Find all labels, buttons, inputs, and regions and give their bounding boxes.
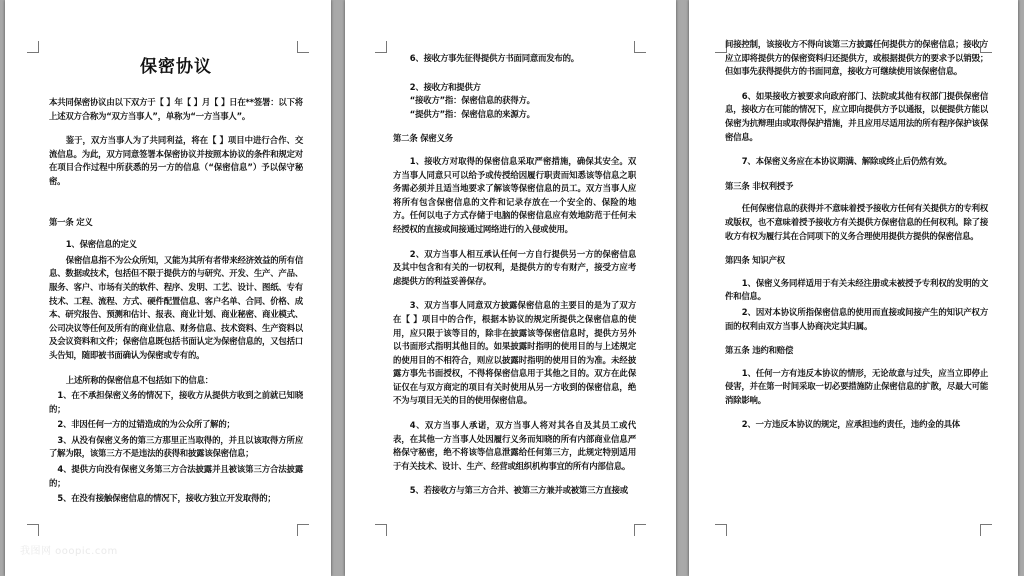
paragraph: 1、任何一方有违反本协议的情形，无论故意与过失，应当立即停止侵害，并在第一时间采取一切必要措施防止保密信息的扩散，尽最大可能消除影响。 <box>725 367 988 405</box>
paragraph: 2、因对本协议所指保密信息的使用而直接或间接产生的知识产权方面的权利由双方当事人协商决定其归属。 <box>725 306 988 331</box>
document-page-1 <box>5 0 331 576</box>
list-item: 2、非因任何一方的过错造成的为公众所了解的； <box>57 419 235 430</box>
list-item: 1、在不承担保密义务的情况下，接收方从提供方收到之前就已知晓的； <box>49 390 303 414</box>
section-heading: 第五条 违约和赔偿 <box>725 345 794 356</box>
list-item: 4、提供方向没有保密义务第三方合法披露并且被该第三方合法披露的； <box>49 464 303 488</box>
list-item: “提供方”指：保密信息的来源方。 <box>409 108 535 119</box>
paragraph: 3、双方当事人同意双方披露保密信息的主要目的是为了双方在【 】项目中的合作，根据本协议的规定所提供之保密信息的使用，应只限于该等目的，除非在披露该等保密信息时，提供方另外以书面形式指明其他目的。如果披露时指明的使用目的与上述规定的使用目的不相符合，则应以披露时指明的使用目的为准。未经披露方事先书面授权，不得将保密信息用于其他之目的。双方在此保证仅在与双方商定的项目有关时使用从另一方收到的保密信息，绝不为与项目无关的目的使用保密信息。 <box>393 300 636 406</box>
document-page-3 <box>689 0 1018 576</box>
document-title: 保密协议 <box>140 57 212 77</box>
list-item: “接收方”指：保密信息的获得方。 <box>409 95 535 106</box>
section-heading: 第四条 知识产权 <box>725 255 785 266</box>
paragraph: 1、保密信息的定义 <box>65 239 137 250</box>
document-page-2 <box>345 0 676 576</box>
paragraph: 6、如果接收方被要求向政府部门、法院或其他有权部门提供保密信息，接收方在可能的情况下，应立即向提供方予以通报，以便提供方能以保密为抗辩理由或取得保护措施，并且应用尽适用法的所有程序保护该保密信息。 <box>725 90 988 142</box>
paragraph: 1、保密义务同样适用于有关未经注册或未被授予专利权的发明的文件和信息。 <box>725 277 988 302</box>
paragraph: 4、双方当事人承诺，双方当事人将对其各自及其员工或代表，在其他一方当事人处因履行义务而知晓的所有内部商业信息严格保守秘密，绝不将该等信息泄露给任何第三方，此规定特别适用于有关技术、设计、生产、经营或组织机构事宜的所有内部信息。 <box>393 420 636 471</box>
paragraph: 间接控制，该接收方不得向该第三方披露任何提供方的保密信息；接收方应立即将提供方的保密资料归还提供方，或根据提供方的要求予以销毁；但如事先获得提供方的书面同意，接收方可继续使用该保密信息。 <box>725 39 988 77</box>
margin-corner-mark <box>27 524 39 536</box>
paragraph: 任何保密信息的获得并不意味着授予接收方任何有关提供方的专利权或版权，也不意味着授予接收方有关提供方保密信息的任何权利。除了接收方有权为履行其在合同项下的义务合理使用提供方提供的保密信息。 <box>725 203 988 241</box>
margin-corner-mark <box>715 524 727 536</box>
paragraph: 本共同保密协议由以下双方于【 】年【 】月【 】日在**签署：以下将上述双方合称为“双方当事人”，单称为“一方当事人”。 <box>49 97 303 121</box>
paragraph: 2、一方违反本协议的规定，应承担违约责任，违约金的具体 <box>741 419 960 430</box>
margin-corner-mark <box>375 524 387 536</box>
list-item: 5、在没有接触保密信息的情况下，接收方独立开发取得的； <box>57 493 276 504</box>
paragraph: 5、若接收方与第三方合并、被第三方兼并或被第三方直接或 <box>409 485 628 496</box>
margin-corner-mark <box>27 41 39 53</box>
margin-corner-mark <box>375 41 387 53</box>
margin-corner-mark <box>980 524 992 536</box>
paragraph: 2、双方当事人相互承认任何一方自行提供另一方的保密信息及其中包含和有关的一切权利，是提供方的专有财产，接受方应考虑提供方的利益妥善保存。 <box>393 248 636 286</box>
section-heading: 第二条 保密义务 <box>393 133 453 144</box>
margin-corner-mark <box>297 524 309 536</box>
paragraph: 上述所称的保密信息不包括如下的信息： <box>65 374 213 385</box>
watermark: 我图网 ooopic.com <box>20 546 118 557</box>
paragraph: 鉴于，双方当事人为了共同利益，将在【 】项目中进行合作、交流信息。为此，双方同意签署本保密协议并按照本协议的条件和规定对在项目合作过程中所获悉的另一方的信息（“保密信息”）予以保守秘密。 <box>49 135 303 186</box>
paragraph: 7、本保密义务应在本协议期满、解除或终止后仍然有效。 <box>741 156 952 167</box>
paragraph: 1、接收方对取得的保密信息采取严密措施，确保其安全。双方当事人同意只可以给予或传授给因履行职责而知悉该等信息之职务需必须并且适当地要求了解该等保密信息的员工。双方当事人应将所有包含保密信息的文件和记录存放在一个安全的、保险的地方。任何以电子方式存储于电脑的保密信息应有效地防范于任何未经授权的直接或间接通过网络进行的入侵或使用。 <box>393 155 636 234</box>
list-item: 3、从没有保密义务的第三方那里正当取得的，并且以该取得方所应了解为限，该第三方不是违法的获得和披露该保密信息； <box>49 434 303 459</box>
paragraph: 保密信息指不为公众所知，又能为其所有者带来经济效益的所有信息、数据或技术，包括但不限于提供方的与研究、开发、生产、产品、服务、客户、市场有关的软件、程序、发明、工艺、设计、图纸、专有技术、工程、流程、方式、硬件配置信息、客户名单、合同、价格、成本、研究报告、预测和估计、报表、商业计划、商业秘密、商业模式、公司决议等任何及所有的商业信息、财务信息、技术资料、生产资料以及会议资料和文件；保密信息既包括书面认定为保密信息的，又包括口头告知，随即被书面确认为保密或专有的。 <box>49 254 303 360</box>
margin-corner-mark <box>634 524 646 536</box>
section-heading: 第一条 定义 <box>49 216 93 227</box>
list-item: 2、接收方和提供方 <box>409 81 481 92</box>
section-heading: 第三条 非权利授予 <box>725 180 794 191</box>
paragraph: 6、接收方事先征得提供方书面同意而发布的。 <box>409 53 579 63</box>
